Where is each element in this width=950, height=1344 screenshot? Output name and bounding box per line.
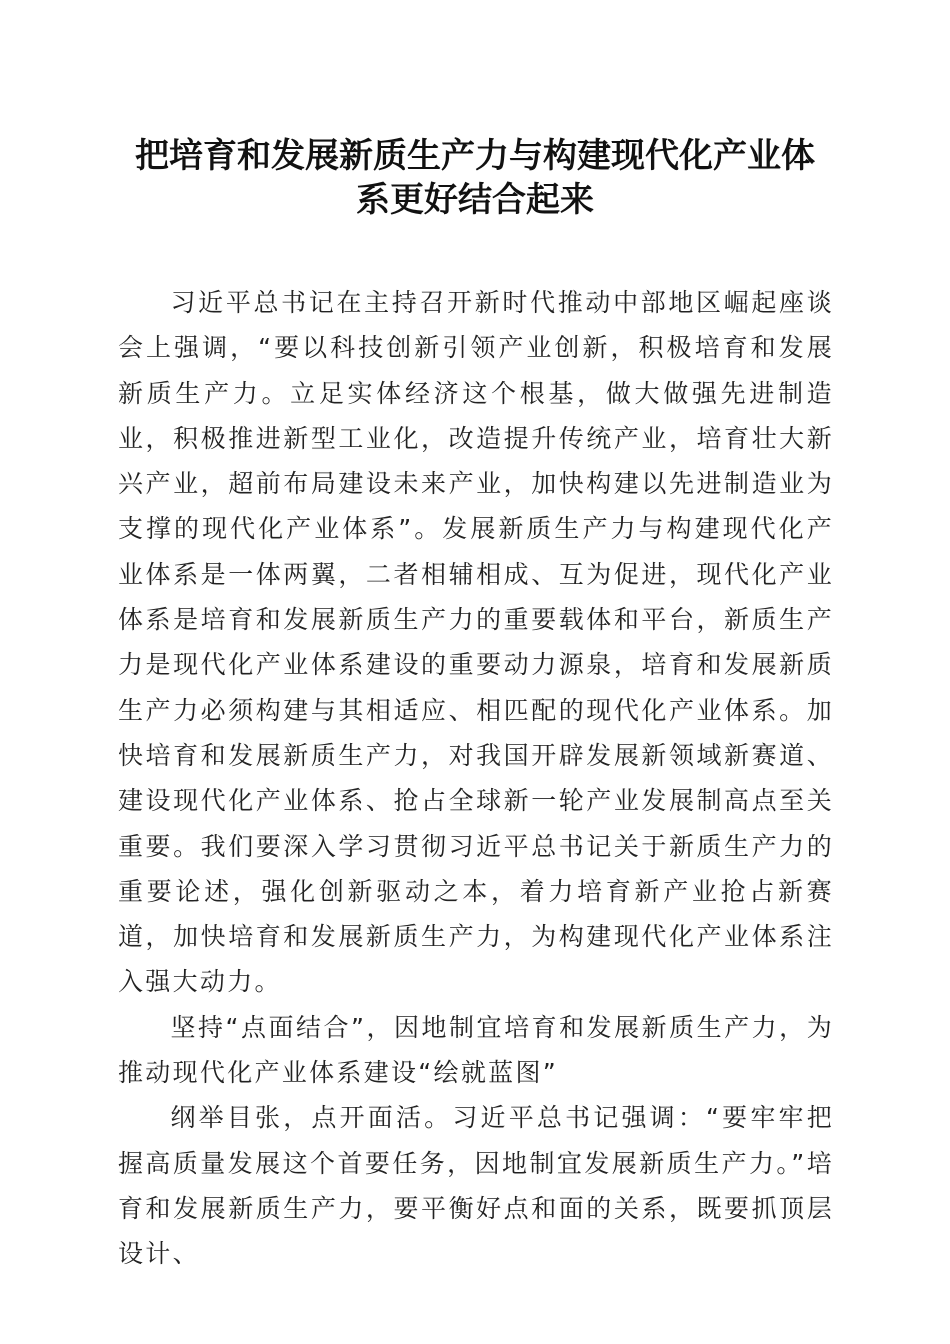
title-line-2: 系更好结合起来 xyxy=(356,180,594,220)
title-line-1: 把培育和发展新质生产力与构建现代化产业体 xyxy=(135,136,815,176)
document-title xyxy=(110,134,840,222)
paragraph-intro: 习近平总书记在主持召开新时代推动中部地区崛起座谈会上强调，“要以科技创新引领产业创新，积极培育和发展新质生产力。立足实体经济这个根基，做大做强先进制造业，积极推进新型工业化，改造提升传统产业，培育壮大新兴产业，超前布局建设未来产业，加快构建以先进制造业为支撑的现代化产业体系”。发展新质生产力与构建现代化产业体系是一体两翼，二者相辅相成、互为促进，现代化产业体系是培育和发展新质生产力的重要载体和平台，新质生产力是现代化产业体系建设的重要动力源泉，培育和发展新质生产力必须构建与其相适应、相匹配的现代化产业体系。加快培育和发展新质生产力，对我国开辟发展新领域新赛道、建设现代化产业体系、抢占全球新一轮产业发展制高点至关重要。我们要深入学习贯彻习近平总书记关于新质生产力的重要论述，强化创新驱动之本，着力培育新产业抢占新赛道，加快培育和发展新质生产力，为构建现代化产业体系注入强大动力。 xyxy=(118,288,834,997)
paragraph-section-heading: 坚持“点面结合”，因地制宜培育和发展新质生产力，为推动现代化产业体系建设“绘就蓝图” xyxy=(118,1012,834,1088)
paragraph-section-body: 纲举目张，点开面活。习近平总书记强调：“要牢牢把握高质量发展这个首要任务，因地制宜发展新质生产力。”培育和发展新质生产力，要平衡好点和面的关系，既要抓顶层设计、 xyxy=(118,1103,834,1269)
document-body xyxy=(118,280,834,1277)
